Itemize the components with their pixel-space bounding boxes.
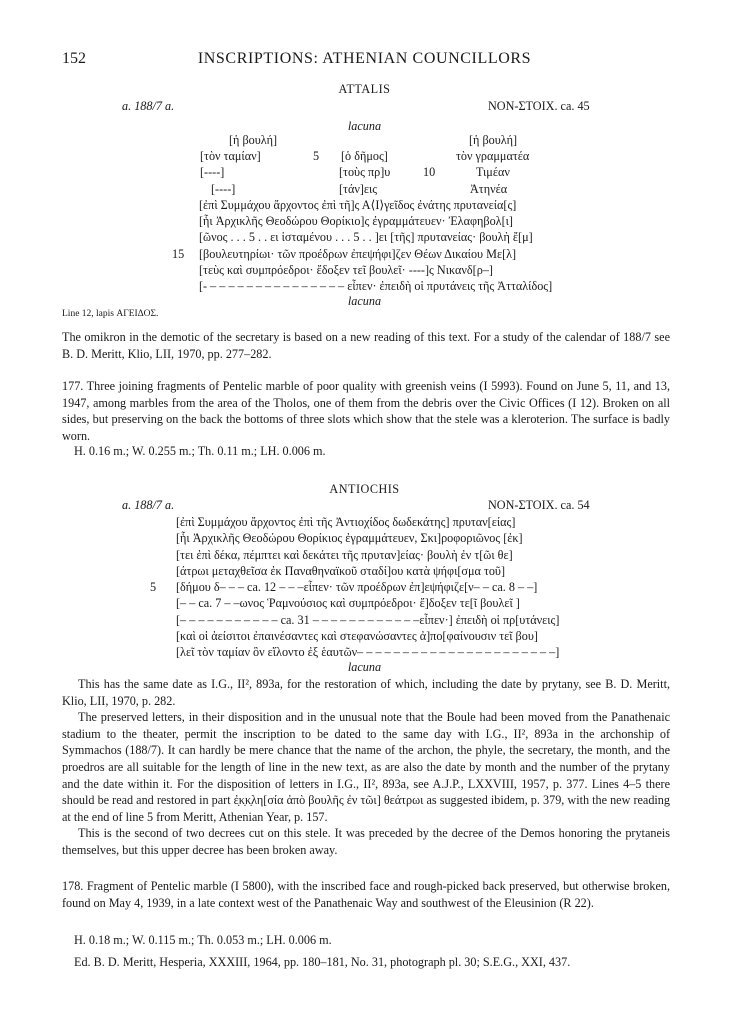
list-item: [ἡ βουλή] bbox=[469, 133, 518, 147]
list-item: [τάν]εις bbox=[339, 182, 378, 196]
inscription-date: a. 188/7 a. bbox=[122, 498, 175, 512]
text-line: [– – ca. 7 – –ωνος Ῥαμνούσιος καὶ συμπρόεδροι· ἔ]δοξεν τε[ῖ βουλεῖ ] bbox=[176, 596, 520, 610]
text-line: [τει ἐπὶ δέκα, πέμπτει καὶ δεκάτει τῆς πρυταν]είας· βουλὴ ἐν τ[ῶι θε] bbox=[176, 548, 513, 562]
commentary-paragraph: The omikron in the demotic of the secretary is based on a new reading of this text. For a study of the calendar of 188/7 see B. D. Meritt, Klio, LII, 1970, pp. 277–282. bbox=[62, 330, 670, 361]
line-number: 5 bbox=[150, 580, 157, 594]
lacuna-top: lacuna bbox=[347, 119, 382, 133]
commentary-paragraph: This has the same date as I.G., II², 893a, for the restoration of which, including the date by prytany, see B. D. Meritt, Klio, LII, 1970, p. 282. bbox=[62, 677, 670, 708]
list-item: Τιμέαν bbox=[476, 165, 510, 179]
tribe-heading-antiochis: ANTIOCHIS bbox=[329, 482, 400, 496]
line-number: 10 bbox=[423, 165, 436, 179]
text-line: [τεὺς καὶ συμπρόεδροι· ἔδοξεν τεῖ βουλεῖ· ----]ς Νικανδ[ρ–] bbox=[199, 263, 493, 277]
stoich-note: NON-ΣΤΟΙΧ. ca. 45 bbox=[488, 99, 590, 113]
list-item: [τοὺς πρ]υ bbox=[339, 165, 391, 179]
lacuna-bottom: lacuna bbox=[347, 660, 382, 674]
text-line: [ἧι Ἀρχικλῆς Θεοδώρου Θορίκιο]ς ἐγραμμάτευεν· Ἐλαφηβολ[ι] bbox=[199, 214, 513, 228]
list-item: [ἡ βουλή] bbox=[229, 133, 278, 147]
description-177 bbox=[62, 378, 670, 444]
line-number: 5 bbox=[313, 149, 320, 163]
text-line: [ἐπὶ Συμμάχου ἄρχοντος ἐπὶ τῆ]ς Α⟨Ι⟩γεῖδος ἐνάτης πρυτανεία[ς] bbox=[199, 198, 517, 212]
apparatus-note: Line 12, lapis ΑΓΕΙΔΟΣ. bbox=[62, 309, 159, 319]
tribe-heading-attalis: ATTALIS bbox=[338, 82, 391, 96]
list-item: τὸν γραμματέα bbox=[456, 149, 530, 163]
text-line: [ἐπὶ Συμμάχου ἄρχοντος ἐπὶ τῆς Ἀντιοχίδος δωδεκάτης] πρυταν[είας] bbox=[176, 515, 516, 529]
commentary-paragraph: This is the second of two decrees cut on this stele. It was preceded by the decree of the Demos honoring the prytaneis themselves, but this upper decree has been broken away. bbox=[62, 826, 670, 857]
dimensions-177: H. 0.16 m.; W. 0.255 m.; Th. 0.11 m.; LH. 0.006 m. bbox=[74, 444, 326, 458]
text-line: [– – – – – – – – – – – ca. 31 – – – – – – – – – – – –εἶπεν·] ἐπειδὴ οἱ πρ[υτάνεις] bbox=[176, 613, 560, 627]
list-item: [----] bbox=[211, 182, 236, 196]
stoich-note: NON-ΣΤΟΙΧ. ca. 54 bbox=[488, 498, 590, 512]
lacuna-bottom: lacuna bbox=[347, 294, 382, 308]
text-line: [λεῖ τὸν ταμίαν ὃν εἵλοντο ἐξ ἑαυτῶν– – – – – – – – – – – – – – – – – – – – – –] bbox=[176, 645, 560, 659]
text-line: [ἧι Ἀρχικλῆς Θεοδώρου Θορίκιος ἐγραμμάτευεν, Σκι]ροφοριῶνος [ἐκ] bbox=[176, 531, 523, 545]
edition-178: Ed. B. D. Meritt, Hesperia, XXXIII, 1964, pp. 180–181, No. 31, photograph pl. 30; S.E.G., XXI, 437. bbox=[74, 955, 571, 969]
text-line: [άτρωι μεταχθεῖσα ἐκ Παναθηναϊκοῦ σταδί]ου κατὰ ψήφι[σμα τοῦ] bbox=[176, 564, 506, 578]
text-line: [δήμου δ– – – ca. 12 – – –εἶπεν· τῶν προέδρων ἐπ]εψήφιζε[ν– – ca. 8 – –] bbox=[176, 580, 538, 594]
commentary-paragraph: The preserved letters, in their disposition and in the unusual note that the Boule had been moved from the Panathenaic stadium to the theater, permit the inscription to be dated to the same day with I.G., II², 893a in the archonship of Symmachos (188/7). It can hardly be mere chance that the name of the archon, the phyle, the secretary, the month, and the proedros are all suitable for the length of line in the new text, as are also the date by month and the number of the prytany and the date within it. For the disposition of letters in I.G., II², 893a, see A.J.P., LXXVIII, 1957, p. 377. Lines 4–5 there should be read and restored in part ἐ̣κ̣κ̣λη[σία ἀπὸ βουλῆς ἐν τῶι] θεάτρωι as suggested ibidem, p. 379, with the new reading at the end of line 5 from Meritt, Athenian Year, p. 157. bbox=[62, 710, 670, 824]
running-title: INSCRIPTIONS: ATHENIAN COUNCILLORS bbox=[197, 50, 532, 67]
text-line: [βουλευτηρίωι· τῶν προέδρων ἐπεψήφι]ζεν Θέων Δικαίου Με[λ] bbox=[199, 247, 517, 261]
text-line: [καὶ οἱ ἀείσιτοι ἐπαινέσαντες καὶ στεφανώσαντες ἀ]πο[φαίνουσιν τεῖ βου] bbox=[176, 629, 538, 643]
line-number: 15 bbox=[172, 247, 185, 261]
list-item: [----] bbox=[200, 165, 225, 179]
list-item: [ὁ δῆμος] bbox=[341, 149, 388, 163]
text-line: [- – – – – – – – – – – – – – – – εἶπεν· ἐπειδὴ οἱ πρυτάνεις τῆς Ἀτταλίδος] bbox=[199, 279, 553, 293]
text-line: [ῶνος . . . 5 . . ει ἱσταμένου . . . 5 . . ]ει [τῆς] πρυτανείας· βουλὴ ἔ[μ] bbox=[199, 230, 533, 244]
description-paragraph: 178. Fragment of Pentelic marble (I 5800), with the inscribed face and rough-picked back preserved, but otherwise broken, found on May 4, 1939, in a late context west of the Panathenaic Way and southwest of the Eleusinion (R 22). bbox=[62, 879, 670, 910]
page-number: 152 bbox=[62, 50, 86, 67]
description-paragraph: 177. Three joining fragments of Pentelic marble of poor quality with greenish veins (I 5993). Found on June 5, 11, and 13, 1947, among marbles from the area of the Tholos, one of them from the debris over the Civic Offices (I 12). Broken on all sides, but preserving on the back the bottoms of three slots which show that the stele was a kleroterion. The surface is badly worn. bbox=[62, 379, 670, 443]
commentary-176 bbox=[62, 329, 670, 362]
commentary-177 bbox=[62, 676, 670, 859]
dimensions-178: H. 0.18 m.; W. 0.115 m.; Th. 0.053 m.; LH. 0.006 m. bbox=[74, 933, 332, 947]
list-item: Ἀτηνέα bbox=[470, 182, 508, 196]
inscription-date: a. 188/7 a. bbox=[122, 99, 175, 113]
description-178 bbox=[62, 878, 670, 911]
list-item: [τὸν ταμίαν] bbox=[200, 149, 261, 163]
